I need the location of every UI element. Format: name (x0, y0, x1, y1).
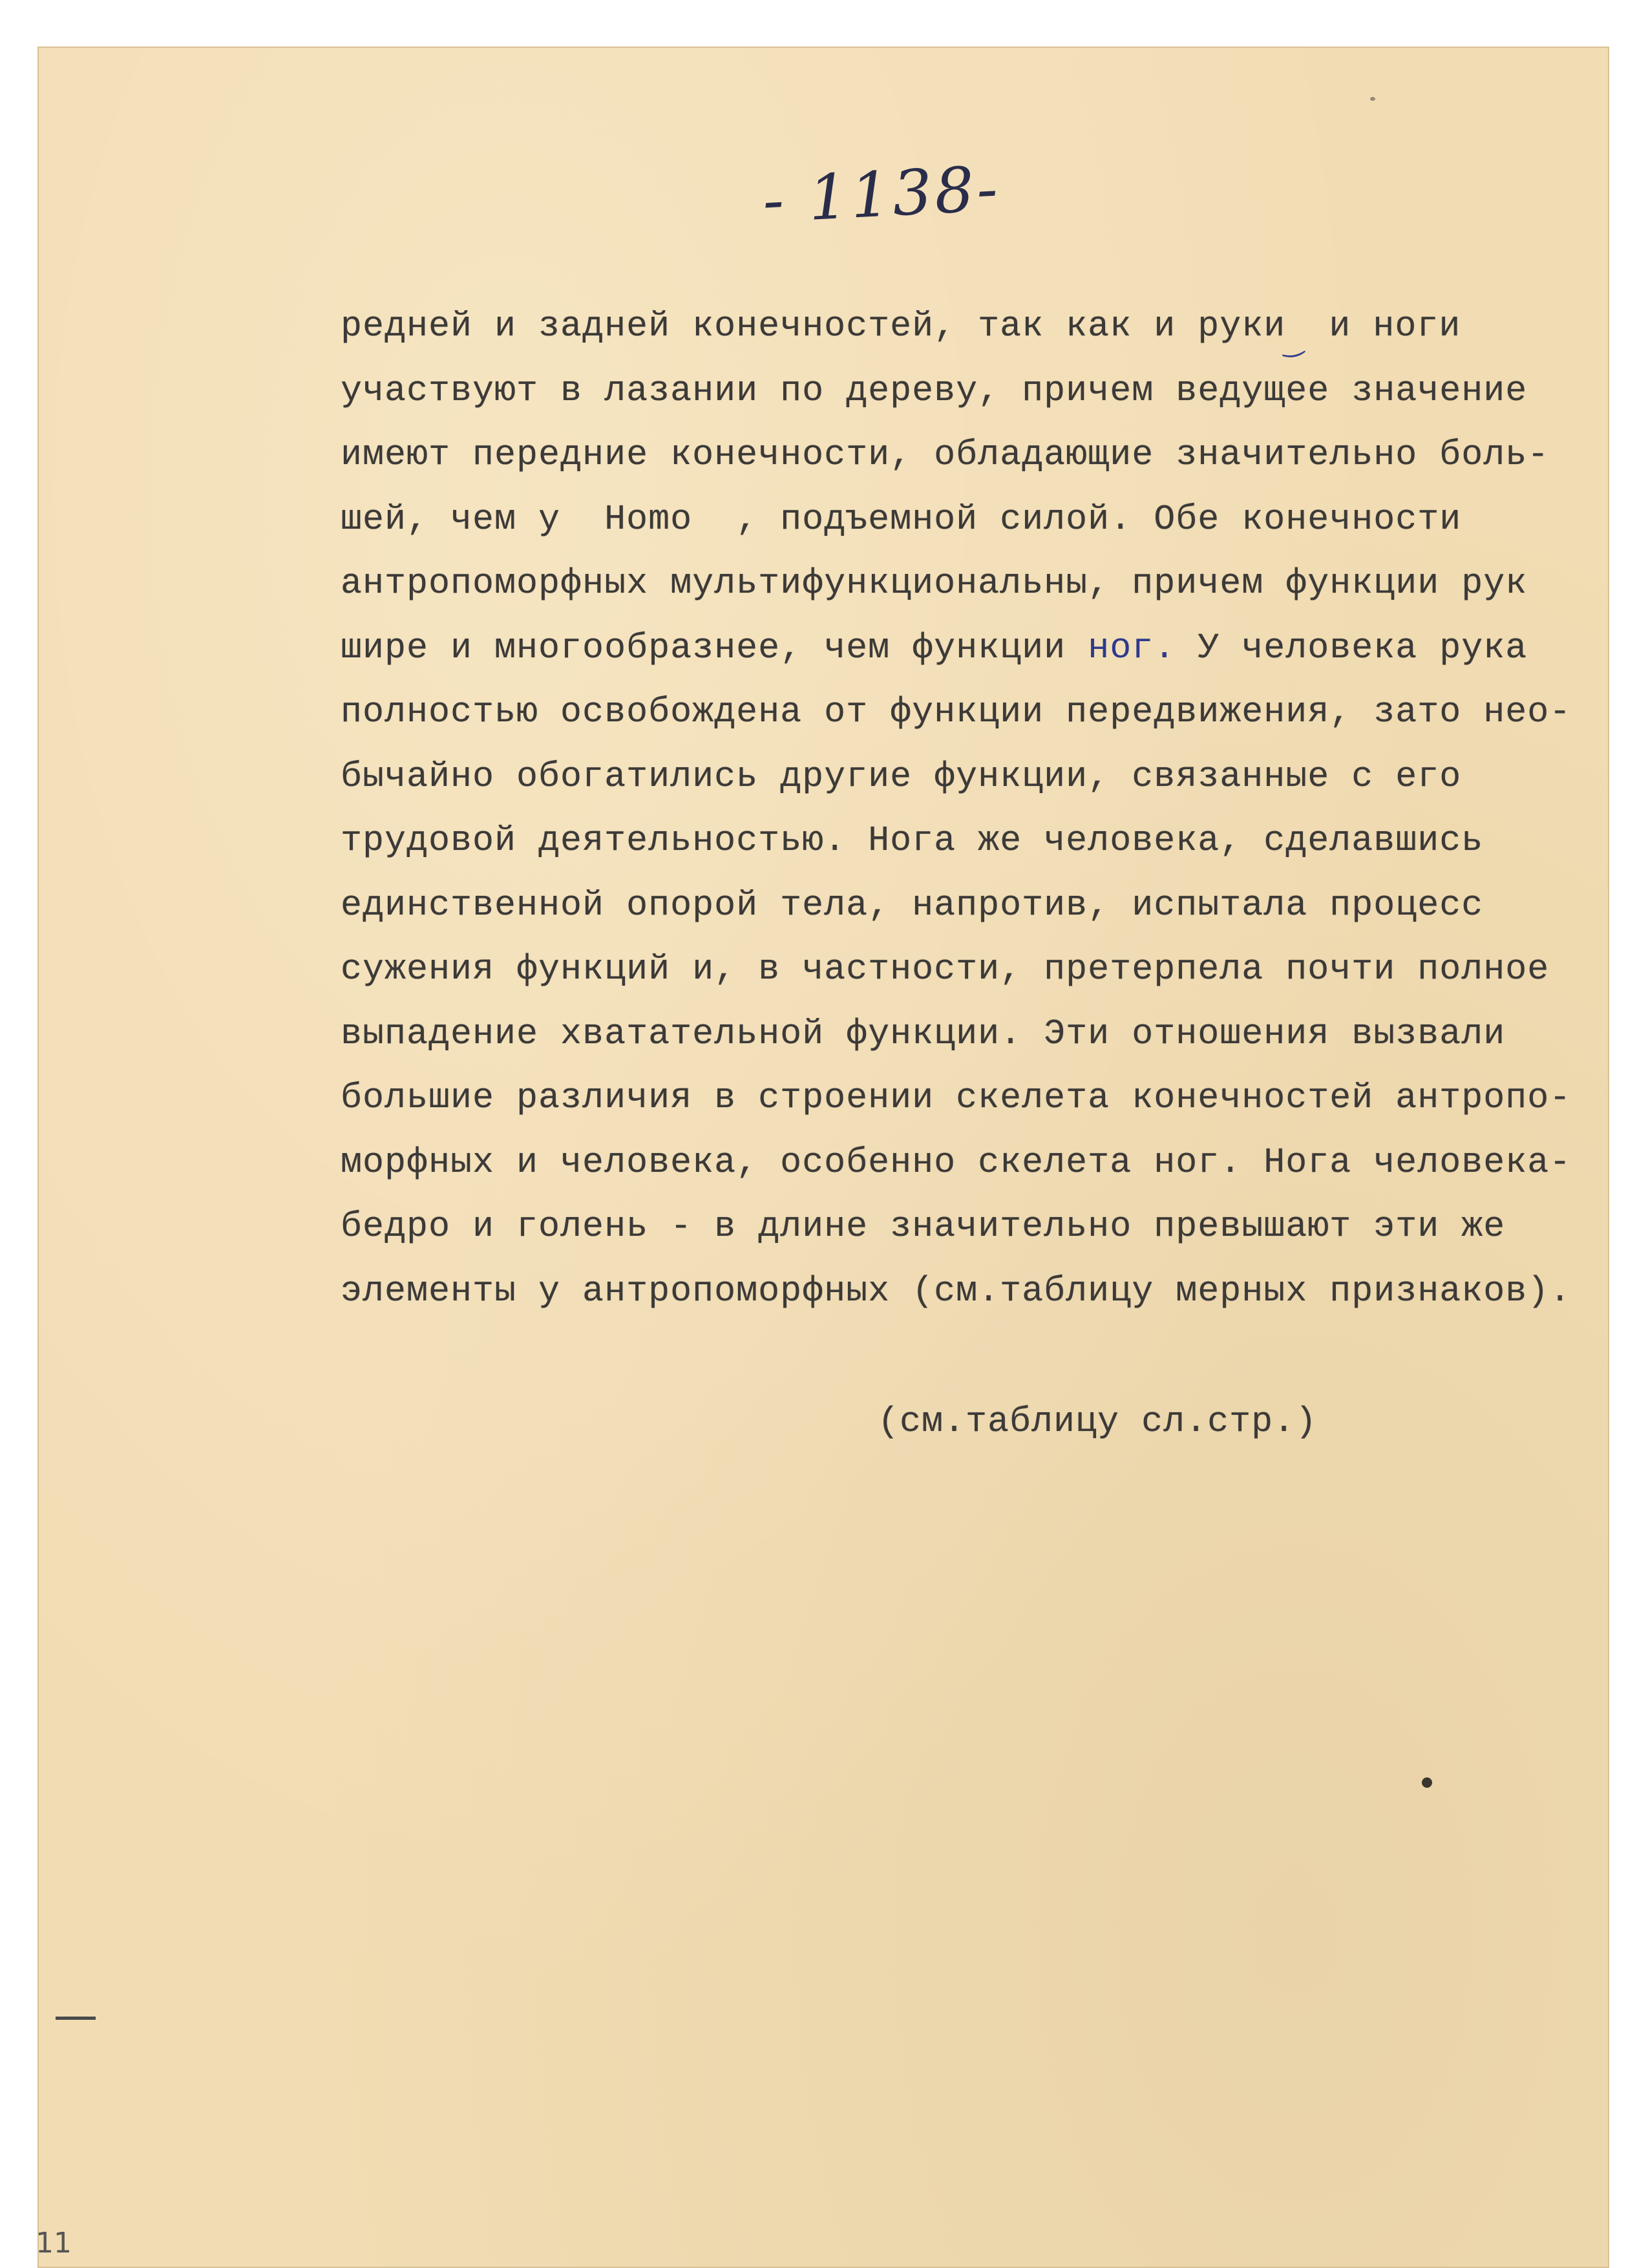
text-line-2: участвуют в лазании по дереву, причем ведущее значение (341, 370, 1528, 411)
text-line-1 (341, 294, 1569, 359)
text-line-10: единственной опорой тела, напротив, испытала процесс (341, 884, 1484, 926)
text-line-1-start: редней и задней конечностей, так как и руки (341, 306, 1286, 346)
text-line-5: антропоморфных мультифункциональны, причем функции рук (341, 563, 1528, 604)
text-line-1-end: и ноги (1307, 306, 1461, 346)
text-line-3: имеют передние конечности, обладающие значительно боль- (341, 434, 1550, 475)
text-line-7: полностью освобождена от функции передвижения, зато нео- (341, 692, 1572, 732)
text-line-16: элементы у антропоморфных (см.таблицу мерных признаков). (341, 1270, 1572, 1311)
text-line-13: большие различия в строении скелета конечностей антропо- (341, 1077, 1572, 1118)
typewritten-body (341, 294, 1572, 1323)
text-line-4: шей, чем у Homo , подъемной силой. Обе конечности (341, 498, 1462, 540)
ink-speck (1422, 1777, 1432, 1788)
text-line-6 (341, 616, 1569, 681)
text-line-11: сужения функций и, в частности, претерпела почти полное (341, 949, 1550, 990)
text-line-8: бычайно обогатились другие функции, связанные с его (341, 756, 1462, 797)
text-line-14: морфных и человека, особенно скелета ног. Нога человека- (341, 1141, 1572, 1183)
corner-pencil-mark: 11 (36, 2227, 72, 2260)
text-line-15: бедро и голень - в длине значительно превышают эти же (341, 1206, 1506, 1247)
text-line-12: выпадение хватательной функции. Эти отношения вызвали (341, 1013, 1506, 1054)
margin-pencil-dash (56, 2017, 96, 2020)
handwritten-page-number: - 1138- (761, 152, 1002, 237)
handwritten-insertion-mark: ‿ (1279, 326, 1306, 359)
ink-speck (1370, 97, 1375, 101)
table-reference-note: (см.таблицу сл.стр.) (878, 1401, 1318, 1442)
text-line-9: трудовой деятельностью. Нога же человека, сделавшись (341, 820, 1484, 861)
text-line-6-start: шире и многообразнее, чем функции (341, 627, 1088, 668)
handwritten-correction: ног. (1088, 627, 1176, 668)
text-line-6-end: У человека рука (1176, 627, 1528, 668)
